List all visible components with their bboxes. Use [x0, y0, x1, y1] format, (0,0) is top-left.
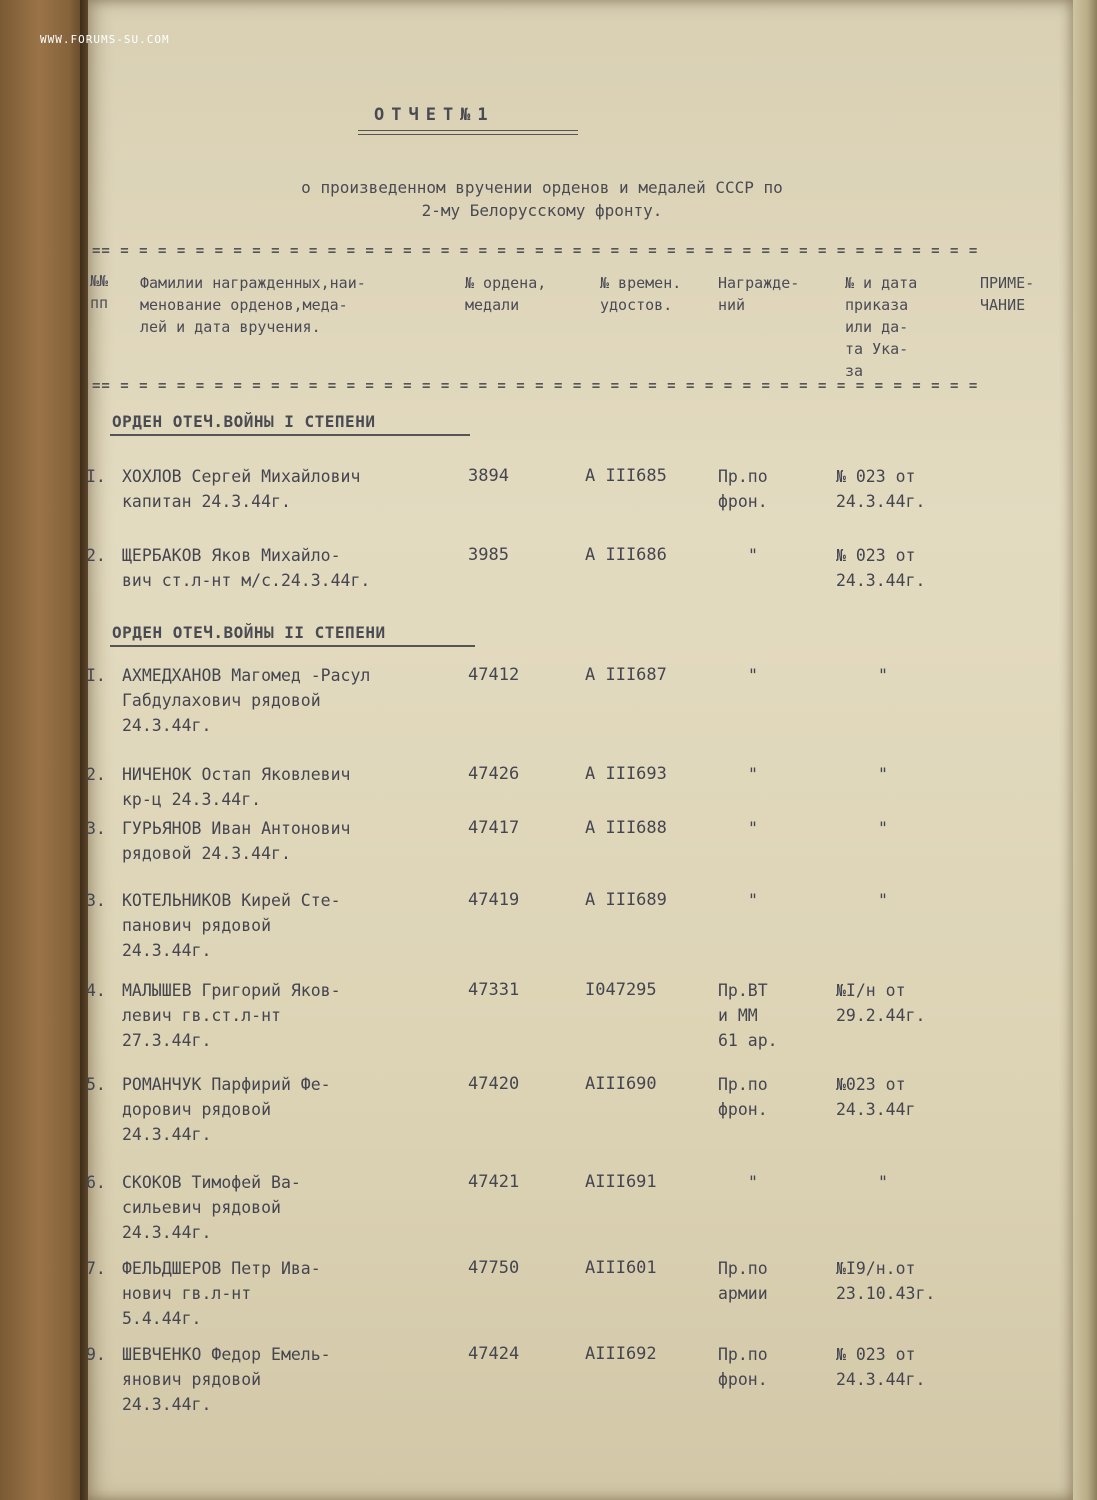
row-ref: № 023 от 24.3.44г. — [836, 546, 926, 590]
header-num: №№ пп — [90, 272, 109, 312]
row-order: 47331 — [468, 980, 520, 1000]
row-n: I. — [86, 666, 106, 685]
row-order: 47420 — [468, 1074, 520, 1094]
row-order: 47417 — [468, 818, 520, 838]
row-by: " — [748, 1173, 758, 1192]
header-order-no: № ордена, медали — [465, 274, 547, 314]
row-name: ХОХЛОВ Сергей Михайлович капитан 24.3.44г. — [122, 467, 361, 511]
row-by: " — [748, 546, 758, 565]
row-n: 6. — [86, 1173, 106, 1192]
header-order-date: № и дата приказа или да- та Ука- за — [845, 274, 918, 380]
row-n: 5. — [86, 1075, 106, 1094]
section-underline — [110, 645, 475, 647]
row-ref: " — [878, 891, 888, 910]
page-edge — [1073, 0, 1097, 1500]
row-cert: А III687 — [585, 665, 667, 685]
row-by: Пр.по армии — [718, 1259, 768, 1303]
row-ref: " — [878, 765, 888, 784]
row-ref: №023 от 24.3.44г — [836, 1075, 916, 1119]
row-name: ГУРЬЯНОВ Иван Антонович рядовой 24.3.44г. — [122, 819, 351, 863]
section-title: ОРДЕН ОТЕЧ.ВОЙНЫ I СТЕПЕНИ — [112, 412, 376, 431]
row-n: 2. — [86, 546, 106, 565]
row-cert: АIII691 — [585, 1172, 657, 1192]
row-name: ШЕВЧЕНКО Федор Емель- янович рядовой 24.3.44г. — [122, 1345, 331, 1414]
row-order: 47424 — [468, 1344, 520, 1364]
row-cert: А III685 — [585, 466, 667, 486]
row-name: НИЧЕНОК Остап Яковлевич кр-ц 24.3.44г. — [122, 765, 351, 809]
row-cert: АIII690 — [585, 1074, 657, 1094]
row-order: 47421 — [468, 1172, 520, 1192]
watermark: WWW.FORUMS-SU.COM — [40, 33, 170, 46]
row-order: 3894 — [468, 466, 509, 486]
row-by: Пр.по фрон. — [718, 467, 768, 511]
row-by: Пр.ВТ и ММ 61 ар. — [718, 981, 778, 1050]
row-order: 3985 — [468, 545, 509, 565]
row-cert: А III689 — [585, 890, 667, 910]
row-cert: АIII601 — [585, 1258, 657, 1278]
row-by: Пр.по фрон. — [718, 1345, 768, 1389]
header-separator-bottom: == = = = = = = = = = = = = = = = = = = = = = = = = = = = = = = = = = = = = = = = = = = = = = = — [92, 378, 979, 394]
row-order: 47419 — [468, 890, 520, 910]
row-ref: № 023 от 24.3.44г. — [836, 467, 926, 511]
row-by: " — [748, 666, 758, 685]
row-n: 3. — [86, 891, 106, 910]
header-cert-no: № времен. удостов. — [600, 274, 682, 314]
header-note: ПРИМЕ- ЧАНИЕ — [980, 274, 1035, 314]
row-order: 47412 — [468, 665, 520, 685]
header-separator-top: == = = = = = = = = = = = = = = = = = = = = = = = = = = = = = = = = = = = = = = = = = = = = = = — [92, 243, 979, 259]
row-name: СКОКОВ Тимофей Ва- сильевич рядовой 24.3.44г. — [122, 1173, 301, 1242]
row-by: " — [748, 765, 758, 784]
row-ref: " — [878, 819, 888, 838]
row-n: 9. — [86, 1345, 106, 1364]
folder-binding — [0, 0, 86, 1500]
row-name: ЩЕРБАКОВ Яков Михайло- вич ст.л-нт м/с.24.3.44г. — [122, 546, 371, 590]
row-n: 2. — [86, 765, 106, 784]
row-order: 47426 — [468, 764, 520, 784]
row-cert: А III693 — [585, 764, 667, 784]
document-title: ОТЧЕТ№1 — [374, 105, 495, 125]
row-ref: № 023 от 24.3.44г. — [836, 1345, 926, 1389]
row-ref: №I/н от 29.2.44г. — [836, 981, 926, 1025]
row-order: 47750 — [468, 1258, 520, 1278]
row-cert: А III688 — [585, 818, 667, 838]
row-n: 7. — [86, 1259, 106, 1278]
row-by: Пр.по фрон. — [718, 1075, 768, 1119]
row-name: МАЛЫШЕВ Григорий Яков- левич гв.ст.л-нт 27.3.44г. — [122, 981, 341, 1050]
section-underline — [110, 434, 470, 436]
row-n: 4. — [86, 981, 106, 1000]
title-underline — [358, 130, 578, 135]
row-name: КОТЕЛЬНИКОВ Кирей Сте- панович рядовой 24.3.44г. — [122, 891, 341, 960]
row-name: ФЕЛЬДШЕРОВ Петр Ива- нович гв.л-нт 5.4.44г. — [122, 1259, 321, 1328]
row-n: 3. — [86, 819, 106, 838]
row-name: АХМЕДХАНОВ Магомед -Расул Габдулахович рядовой 24.3.44г. — [122, 666, 371, 735]
row-ref: №I9/н.от 23.10.43г. — [836, 1259, 936, 1303]
header-awarded-by: Награжде- ний — [718, 274, 800, 314]
document-subtitle: о произведенном вручении орденов и медалей СССР по 2-му Белорусскому фронту. — [301, 178, 783, 220]
row-ref: " — [878, 666, 888, 685]
row-name: РОМАНЧУК Парфирий Фе- дорович рядовой 24.3.44г. — [122, 1075, 331, 1144]
row-ref: " — [878, 1173, 888, 1192]
section-title: ОРДЕН ОТЕЧ.ВОЙНЫ II СТЕПЕНИ — [112, 623, 386, 642]
row-cert: А III686 — [585, 545, 667, 565]
header-name: Фамилии награжденных,наи- менование орденов,меда- лей и дата вручения. — [140, 274, 366, 336]
row-cert: I047295 — [585, 980, 657, 1000]
row-n: I. — [86, 467, 106, 486]
row-by: " — [748, 891, 758, 910]
row-by: " — [748, 819, 758, 838]
row-cert: АIII692 — [585, 1344, 657, 1364]
